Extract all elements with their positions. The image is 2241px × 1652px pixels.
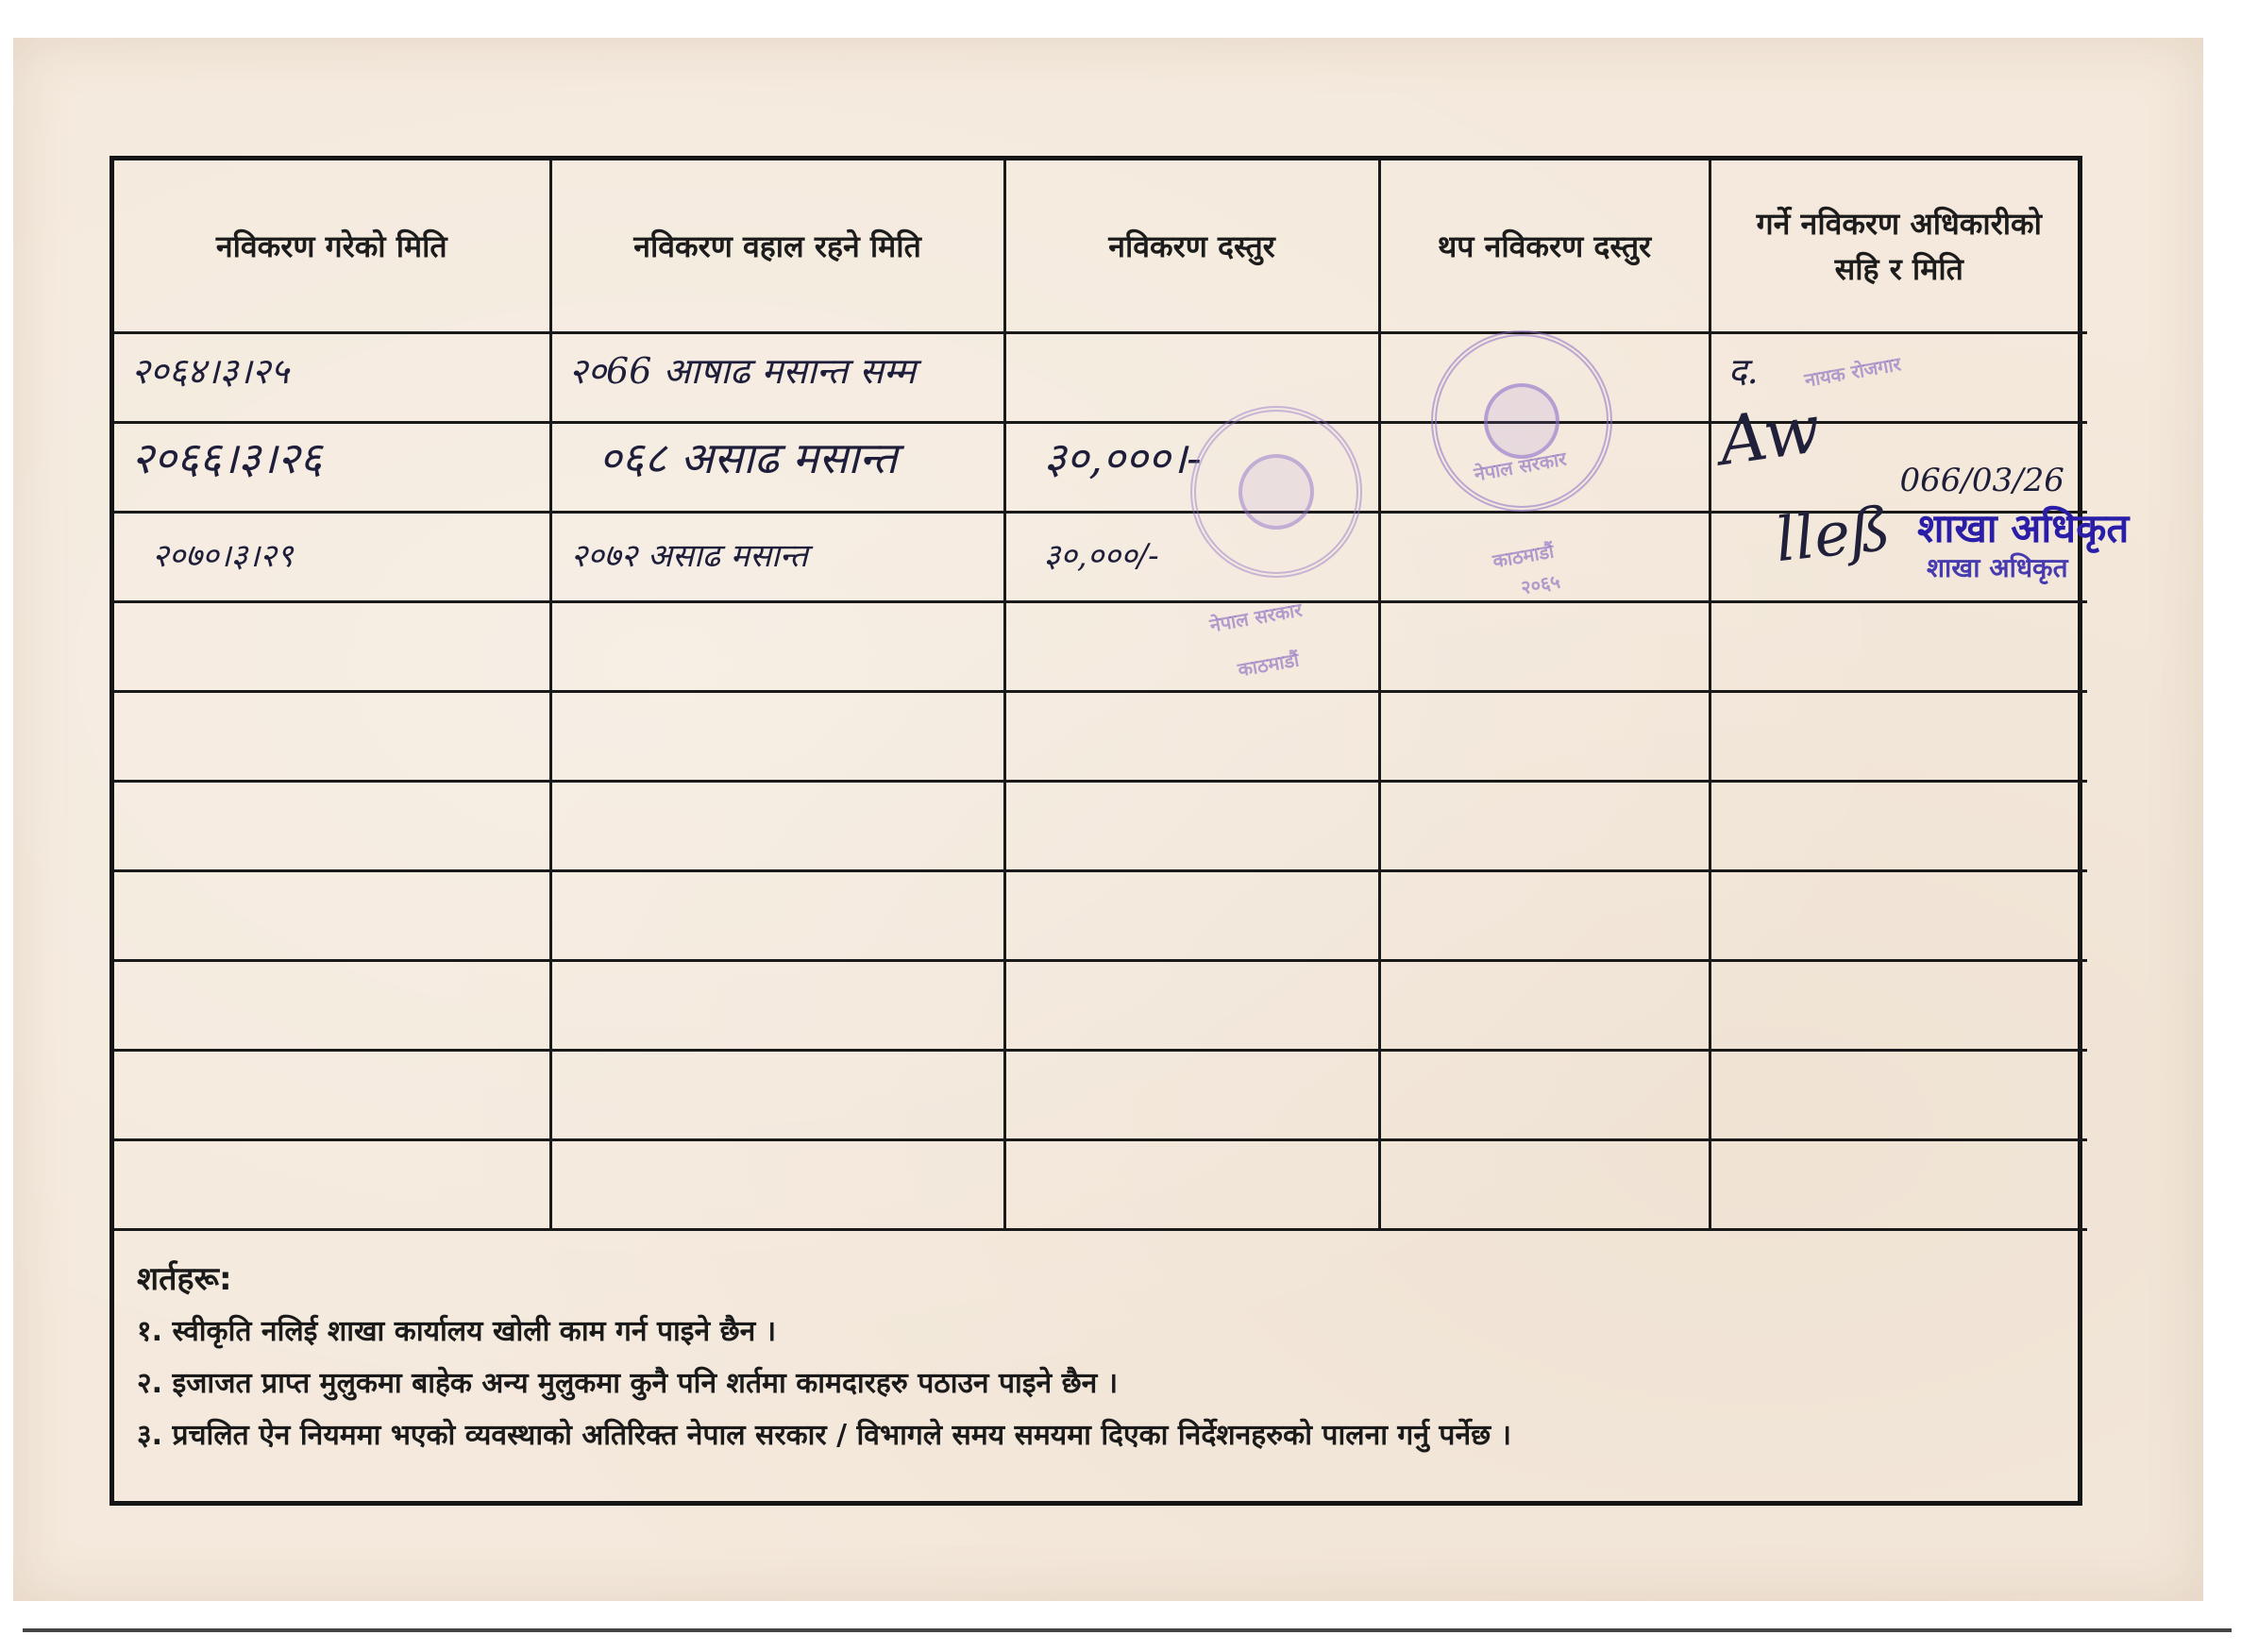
table-row [114, 692, 2087, 782]
table-cell [114, 1140, 550, 1230]
table-cell [550, 782, 1004, 871]
header-renewal-fee: नविकरण दस्तुर [1004, 160, 1379, 333]
handwritten-entry: २०७०।३।२९ [152, 537, 294, 575]
govt-seal-stamp-right [1431, 330, 1612, 512]
table-cell [114, 513, 550, 602]
table-cell [550, 513, 1004, 602]
condition-item: १. स्वीकृति नलिई शाखा कार्यालय खोली काम गर्न पाइने छैन । [137, 1315, 777, 1348]
table-cell [1379, 1140, 1710, 1230]
header-renewed-date: नविकरण गरेको मिति [114, 160, 550, 333]
table-cell [550, 961, 1004, 1051]
officer-signature: Aw [1713, 389, 1826, 481]
table-cell [550, 423, 1004, 513]
table-cell [114, 602, 550, 692]
table-cell [550, 1140, 1004, 1230]
table-cell [1379, 692, 1710, 782]
table-row [114, 871, 2087, 961]
table-row [114, 782, 2087, 871]
table-cell [1379, 961, 1710, 1051]
handwritten-entry: 066/03/26 [1899, 462, 2064, 499]
table-cell [550, 1051, 1004, 1140]
table-cell [114, 961, 550, 1051]
conditions-heading: शर्तहरू: [137, 1260, 232, 1298]
table-row [114, 1140, 2087, 1230]
table-cell [1379, 1051, 1710, 1140]
table-cell [114, 692, 550, 782]
table-cell [1710, 1140, 2087, 1230]
stamp-text: नेपाल सरकार [1207, 598, 1305, 637]
table-header-row [114, 160, 2087, 333]
table-cell [1710, 782, 2087, 871]
condition-item: २. इजाजत प्राप्त मुलुकमा बाहेक अन्य मुलुकमा कुनै पनि शर्तमा कामदारहरु पठाउन पाइने छैन । [137, 1367, 1119, 1400]
header-officer-signature-date: गर्ने नविकरण अधिकारीको सहि र मिति [1710, 160, 2087, 333]
renewal-table [114, 160, 2087, 1231]
header-additional-renewal-fee: थप नविकरण दस्तुर [1379, 160, 1710, 333]
table-cell [114, 871, 550, 961]
handwritten-entry: ३०,०००।- [1043, 432, 1202, 483]
table-cell [1379, 602, 1710, 692]
stamp-text: काठमाडौं [1236, 648, 1301, 682]
handwritten-entry: २०66 आषाढ मसान्त सम्म [568, 350, 917, 392]
scan-edge-line [23, 1628, 2232, 1632]
table-cell [1710, 692, 2087, 782]
table-cell [114, 333, 550, 423]
table-cell [1004, 692, 1379, 782]
table-cell [1710, 871, 2087, 961]
table-cell [1004, 602, 1379, 692]
table-cell [550, 333, 1004, 423]
table-cell [1710, 602, 2087, 692]
table-cell [1004, 1051, 1379, 1140]
table-cell [550, 692, 1004, 782]
handwritten-entry: २०६६।३।२६ [131, 432, 323, 483]
stamp-text: २०६५ [1519, 569, 1562, 599]
header-valid-until-date: नविकरण वहाल रहने मिति [550, 160, 1004, 333]
table-cell [550, 602, 1004, 692]
handwritten-entry: २०७२ असाढ मसान्त [570, 537, 808, 575]
table-row [114, 602, 2087, 692]
conditions-section [137, 1256, 2063, 1466]
stamp-text: नायक रोजगार [1802, 352, 1903, 392]
section-officer-stamp: शाखा अधिकृत [1927, 552, 2068, 583]
table-cell [114, 782, 550, 871]
table-cell [1004, 333, 1379, 423]
table-cell [1004, 782, 1379, 871]
officer-signature: lleß [1772, 494, 1895, 577]
table-cell [114, 1051, 550, 1140]
table-cell [1710, 961, 2087, 1051]
table-cell [1004, 961, 1379, 1051]
stamp-text: काठमाडौं [1491, 539, 1556, 573]
table-cell [1710, 1051, 2087, 1140]
table-cell [114, 423, 550, 513]
govt-seal-stamp-left [1190, 406, 1362, 578]
seal-emblem-icon [1238, 454, 1314, 530]
table-cell [1004, 1140, 1379, 1230]
handwritten-entry: ०६८ असाढ मसान्त [598, 432, 898, 483]
section-officer-stamp: शाखा अधिकृत [1917, 505, 2130, 551]
condition-item: ३. प्रचलित ऐन नियममा भएको व्यवस्थाको अतिरिक्त नेपाल सरकार / विभागले समय समयमा दिएका निर्देशनहरुको पालना गर्नु पर्नेछ । [137, 1419, 1511, 1452]
handwritten-entry: २०६४।३।२५ [131, 350, 290, 392]
table-row [114, 961, 2087, 1051]
handwritten-entry: ३०,०००/- [1043, 537, 1159, 575]
stamp-text: नेपाल सरकार [1472, 447, 1569, 486]
table-row [114, 1051, 2087, 1140]
table-cell [1004, 871, 1379, 961]
table-cell [1379, 782, 1710, 871]
renewal-form-frame [110, 156, 2130, 1506]
handwritten-entry: द. [1727, 350, 1759, 392]
table-cell [550, 871, 1004, 961]
table-cell [1379, 871, 1710, 961]
